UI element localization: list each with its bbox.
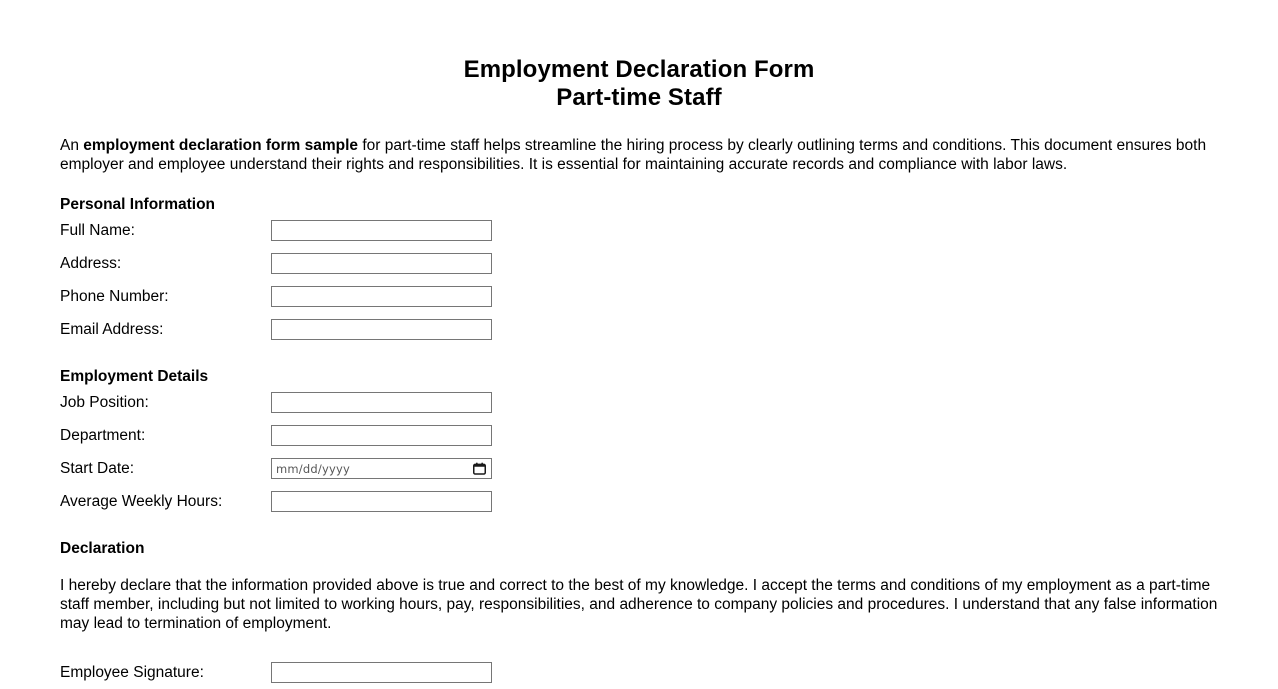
field-label-average-weekly-hours: Average Weekly Hours: [60, 492, 223, 510]
department-input[interactable] [271, 425, 492, 446]
email-address-input[interactable] [271, 319, 492, 340]
section-heading-employment-details: Employment Details [60, 368, 209, 385]
section-heading-declaration: Declaration [60, 540, 145, 557]
address-input[interactable] [271, 253, 492, 274]
job-position-input[interactable] [271, 392, 492, 413]
page-title-line-1: Employment Declaration Form [463, 56, 815, 83]
field-label-address: Address: [60, 254, 122, 272]
field-label-job-position: Job Position: [60, 393, 149, 411]
declaration-fields [60, 656, 501, 689]
intro-rest-text: for part-time staff helps streamline the hiring process by clearly outlining terms and conditions. This document ensures both employer and employee understand their rights and responsibilities. It is essential for maintaining accurate records and compliance with labor laws. [60, 137, 1207, 173]
field-label-start-date: Start Date: [60, 459, 135, 477]
signature-block [60, 633, 1218, 689]
section-heading-personal-information: Personal Information [60, 196, 216, 213]
start-date-input[interactable] [271, 458, 492, 479]
page-title-line-2: Part-time Staff [556, 84, 722, 111]
employment-details-fields [60, 386, 501, 518]
field-label-full-name: Full Name: [60, 221, 135, 239]
field-label-department: Department: [60, 426, 146, 444]
form-row [60, 485, 501, 518]
form-row [60, 386, 501, 419]
intro-bold-text: employment declaration form sample [83, 137, 359, 154]
personal-information-fields [60, 214, 501, 346]
intro-paragraph [60, 112, 1218, 174]
form-row [60, 656, 501, 689]
page-title [60, 0, 1218, 112]
declaration-text: I hereby declare that the information provided above is true and correct to the best of my knowledge. I accept the terms and conditions of my employment as a part-time staff member, including but not limited to working hours, pay, responsibilities, and adherence to company policies and procedures. I understand that any false information may lead to termination of employment. [60, 577, 1218, 632]
field-label-phone-number: Phone Number: [60, 287, 169, 305]
form-row [60, 280, 501, 313]
employee-signature-input[interactable] [271, 662, 492, 683]
form-row [60, 247, 501, 280]
full-name-input[interactable] [271, 220, 492, 241]
calendar-icon[interactable] [473, 462, 486, 475]
field-label-email-address: Email Address: [60, 320, 164, 338]
form-row [60, 452, 501, 485]
field-label-employee-signature: Employee Signature: [60, 663, 204, 681]
form-row [60, 419, 501, 452]
intro-lead-text: An [60, 137, 84, 154]
average-weekly-hours-input[interactable] [271, 491, 492, 512]
start-date-placeholder: mm/dd/yyyy [276, 461, 350, 476]
form-row [60, 214, 501, 247]
form-row [60, 313, 501, 346]
phone-number-input[interactable] [271, 286, 492, 307]
